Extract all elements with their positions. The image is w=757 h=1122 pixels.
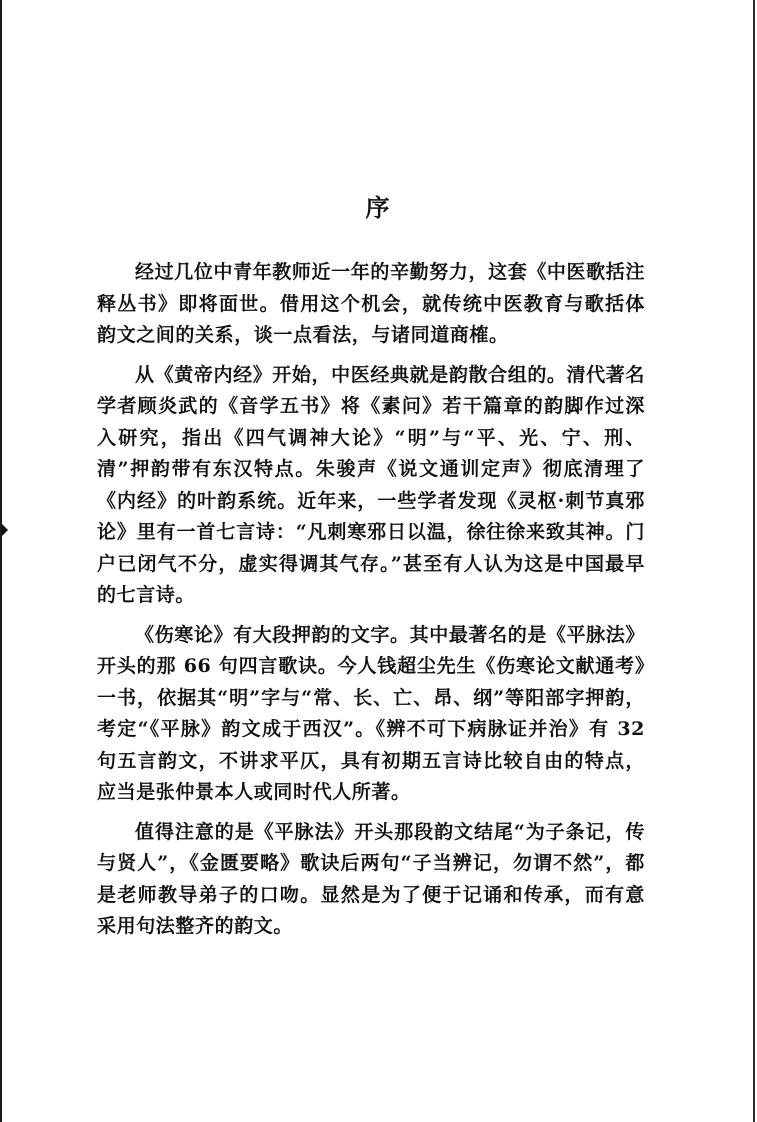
paragraph-3: 《伤寒论》有大段押韵的文字。其中最著名的是《平脉法》开头的那 66 句四言歌诀。今人钱超尘先生《伤寒论文献通考》一书，依据其“明”字与“常、长、亡、昂、纲”等阳部字押韵，考定“《平脉》韵文成于西汉”。《辨不可下病脉证并治》有 32 句五言韵文，不讲求平仄，具有初期五言诗比较自由的特点，应当是张仲景本人或同时代人所著。 xyxy=(97,623,645,803)
scan-edge-left xyxy=(0,0,2,1122)
scan-edge-right xyxy=(753,0,755,1122)
paragraph-1: 经过几位中青年教师近一年的辛勤努力，这套《中医歌括注释丛书》即将面世。借用这个机会，就传统中医教育与歌括体韵文之间的关系，谈一点看法，与诸同道商榷。 xyxy=(97,261,645,346)
page-title: 序 xyxy=(365,193,392,222)
paragraph-4: 值得注意的是《平脉法》开头那段韵文结尾“为子条记，传与贤人”，《金匮要略》歌诀后两句“子当辨记，勿谓不然”，都是老师教导弟子的口吻。显然是为了便于记诵和传承，而有意采用句法整齐的韵文。 xyxy=(97,820,645,937)
margin-mark xyxy=(2,524,8,536)
paragraph-2: 从《黄帝内经》开始，中医经典就是韵散合组的。清代著名学者顾炎武的《音学五书》将《素问》若干篇章的韵脚作过深入研究，指出《四气调神大论》“明”与“平、光、宁、刑、清”押韵带有东汉特点。朱骏声《说文通训定声》彻底清理了《内经》的叶韵系统。近年来，一些学者发现《灵枢·刺节真邪论》里有一首七言诗：“凡刺寒邪日以温，徐往徐来致其神。门户已闭气不分，虚实得调其气存。”甚至有人认为这是中国最早的七言诗。 xyxy=(97,363,645,606)
body-text xyxy=(97,257,645,951)
